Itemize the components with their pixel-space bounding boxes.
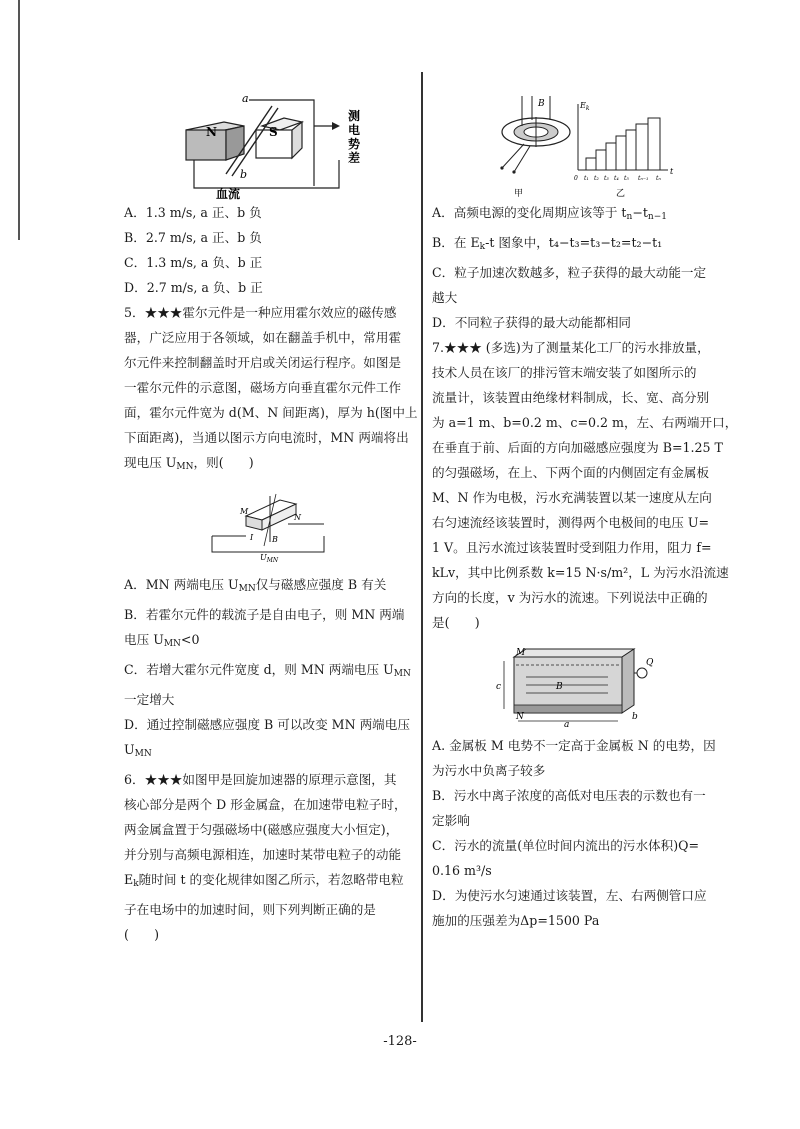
column-divider bbox=[421, 72, 423, 1022]
svg-text:t₄: t₄ bbox=[614, 175, 619, 182]
q5-line: 器，广泛应用于各领域，如在翻盖手机中，常用霍 bbox=[124, 330, 402, 345]
q7-line: 右匀速流经该装置时，测得两个电极间的电压 U= bbox=[432, 515, 710, 530]
svg-text:t₃: t₃ bbox=[604, 175, 609, 182]
q4-option-d: D．2.7 m/s, a 负、b 正 bbox=[124, 280, 263, 295]
page-edge-rule bbox=[18, 0, 20, 240]
label-b-dim: b bbox=[632, 712, 638, 722]
q6-line: 核心部分是两个 D 形金属盒，在加速带电粒子时， bbox=[124, 797, 407, 812]
q7-line: kLv，其中比例系数 k=15 N·s/m²，L 为污水沿流速 bbox=[432, 565, 729, 580]
label-a: a bbox=[242, 92, 249, 105]
q6-line: $E_k$随时间 t 的变化规律如图乙所示，若忽略带电粒 bbox=[124, 872, 404, 889]
left-column bbox=[124, 92, 418, 947]
axis-x-label: t bbox=[670, 167, 674, 176]
svg-text:tₙ: tₙ bbox=[656, 175, 661, 182]
q5-line: 下面距离)，当通以图示方向电流时，MN 两端将出 bbox=[124, 430, 409, 445]
q7-option-a: A. 金属板 M 电势不一定高于金属板 N 的电势，因 bbox=[432, 738, 716, 753]
q7-option-d: D．为使污水匀速通过该装置，左、右两侧管口应 bbox=[432, 888, 707, 903]
q5-line: 尔元件来控制翻盖时开启或关闭运行程序。如图是 bbox=[124, 355, 402, 370]
q6-option-a: A．高频电源的变化周期应该等于 $t_n-t_{n-1}$ bbox=[432, 205, 667, 222]
q5-option-c-cont: 一定增大 bbox=[124, 692, 175, 707]
q5-line: 5．★★★霍尔元件是一种应用霍尔效应的磁传感 bbox=[124, 305, 397, 320]
q7-line: 技术人员在该厂的排污管末端安装了如图所示的 bbox=[432, 365, 697, 380]
label-u: $U_{MN}$ bbox=[260, 553, 279, 564]
q6-option-b: B．在 $E_k-t$ 图象中，t₄−t₃=t₃−t₂=t₂−t₁ bbox=[432, 235, 663, 252]
caption-b: 乙 bbox=[616, 189, 626, 199]
q5-option-a: A．MN 两端电压 $U_{MN}$仅与磁感应强度 B 有关 bbox=[124, 577, 387, 594]
q7-line: 7.★★★ (多选)为了测量某化工厂的污水排放量， bbox=[432, 340, 710, 355]
blood-flow-diagram bbox=[124, 92, 409, 201]
q5-line: 面，霍尔元件宽为 d(M、N 间距离)，厚为 h(图中上 bbox=[124, 405, 418, 420]
axis-y-label: $E_k$ bbox=[580, 101, 590, 112]
caption-a: 甲 bbox=[514, 189, 524, 199]
q7-line: 为 a=1 m、b=0.2 m、c=0.2 m，左、右两端开口， bbox=[432, 415, 738, 430]
q6-line: 两金属盒置于匀强磁场中(磁感应强度大小恒定)， bbox=[124, 822, 399, 837]
label-i: I bbox=[250, 533, 254, 542]
ek-steps bbox=[586, 118, 660, 170]
q7-option-a-cont: 为污水中负离子较多 bbox=[432, 763, 546, 778]
label-a: a bbox=[564, 720, 570, 730]
label-b: B bbox=[272, 535, 278, 544]
label-m: M bbox=[516, 648, 526, 658]
q5-line-last: 现电压 $U_{MN}$，则( ) bbox=[124, 455, 254, 472]
pole-s-label: S bbox=[269, 125, 278, 139]
page-number: -128- bbox=[383, 1034, 417, 1049]
hall-element-figure bbox=[124, 490, 409, 564]
label-c: c bbox=[496, 682, 502, 692]
svg-text:tₙ₋₁: tₙ₋₁ bbox=[638, 175, 649, 182]
q6-option-d: D．不同粒子获得的最大动能都相同 bbox=[432, 315, 632, 330]
q7-option-c: C．污水的流量(单位时间内流出的污水体积)Q= bbox=[432, 838, 700, 853]
q4-option-b: B．2.7 m/s, a 正、b 负 bbox=[124, 230, 262, 245]
q6-option-c-cont: 越大 bbox=[432, 290, 458, 305]
q7-line: 的匀强磁场，在上、下两个面的内侧固定有金属板 bbox=[432, 465, 710, 480]
x-ticks bbox=[574, 175, 661, 182]
q7-option-d-cont: 施加的压强差为Δp=1500 Pa bbox=[432, 913, 600, 928]
svg-text:0: 0 bbox=[574, 175, 578, 182]
label-q: Q bbox=[646, 658, 654, 668]
side-text: 测电势差 bbox=[348, 109, 361, 165]
q5-option-d-cont: $U_{MN}$ bbox=[124, 742, 152, 759]
q6-option-c: C．粒子加速次数越多，粒子获得的最大动能一定 bbox=[432, 265, 707, 280]
label-m: M bbox=[240, 507, 249, 516]
label-n: N bbox=[516, 712, 524, 722]
q7-line: 流量计，该装置由绝缘材料制成，长、宽、高分别 bbox=[432, 390, 710, 405]
svg-text:t₂: t₂ bbox=[594, 175, 599, 182]
q7-option-b: B．污水中离子浓度的高低对电压表的示数也有一 bbox=[432, 788, 706, 803]
q6-line: 并分别与高频电源相连，加速时某带电粒子的动能 bbox=[124, 847, 402, 862]
q4-option-a: A．1.3 m/s, a 正、b 负 bbox=[124, 205, 262, 220]
label-b: B bbox=[538, 99, 545, 109]
q7-line: 方向的长度，v 为污水的流速。下列说法中正确的 bbox=[432, 590, 708, 605]
q7-line: M、N 作为电极，污水充满装置以某一速度从左向 bbox=[432, 490, 712, 505]
q4-option-c: C．1.3 m/s, a 负、b 正 bbox=[124, 255, 263, 270]
q5-option-b: B．若霍尔元件的载流子是自由电子，则 MN 两端 bbox=[124, 607, 405, 622]
q6-line: 6．★★★如图甲是回旋加速器的原理示意图，其 bbox=[124, 772, 397, 787]
blood-flow-figure bbox=[124, 92, 409, 201]
q5-option-c: C．若增大霍尔元件宽度 d，则 MN 两端电压 $U_{MN}$ bbox=[124, 662, 411, 679]
pole-n-label: N bbox=[206, 125, 217, 139]
q5-line: 一霍尔元件的示意图，磁场方向垂直霍尔元件工作 bbox=[124, 380, 402, 395]
svg-text:t₅: t₅ bbox=[624, 175, 629, 182]
q7-line: 1 V。且污水流过该装置时受到阻力作用，阻力 f= bbox=[432, 540, 712, 555]
label-b: B bbox=[556, 682, 563, 692]
q6-line: ( ) bbox=[124, 927, 160, 942]
right-column bbox=[432, 96, 738, 933]
q6-line: 子在电场中的加速时间，则下列判断正确的是 bbox=[124, 902, 376, 917]
label-n: N bbox=[294, 513, 301, 522]
q7-line: 在垂直于前、后面的方向加磁感应强度为 B=1.25 T bbox=[432, 440, 723, 455]
cyclotron-figure bbox=[432, 96, 717, 200]
label-b: b bbox=[240, 168, 248, 181]
hall-element-diagram bbox=[124, 490, 409, 564]
q7-option-c-cont: 0.16 m³/s bbox=[432, 863, 492, 878]
q7-line: 是( ) bbox=[432, 615, 480, 630]
cyclotron-diagram bbox=[432, 96, 717, 200]
q7-option-b-cont: 定影响 bbox=[432, 813, 470, 828]
q5-option-d: D．通过控制磁感应强度 B 可以改变 MN 两端电压 bbox=[124, 717, 410, 732]
flowmeter-figure bbox=[432, 643, 717, 730]
blood-flow-caption: 血流 bbox=[216, 187, 241, 201]
q5-option-b-cont: 电压 $U_{MN}<0$ bbox=[124, 632, 200, 649]
svg-text:t₁: t₁ bbox=[584, 175, 589, 182]
flowmeter-diagram bbox=[432, 643, 717, 730]
